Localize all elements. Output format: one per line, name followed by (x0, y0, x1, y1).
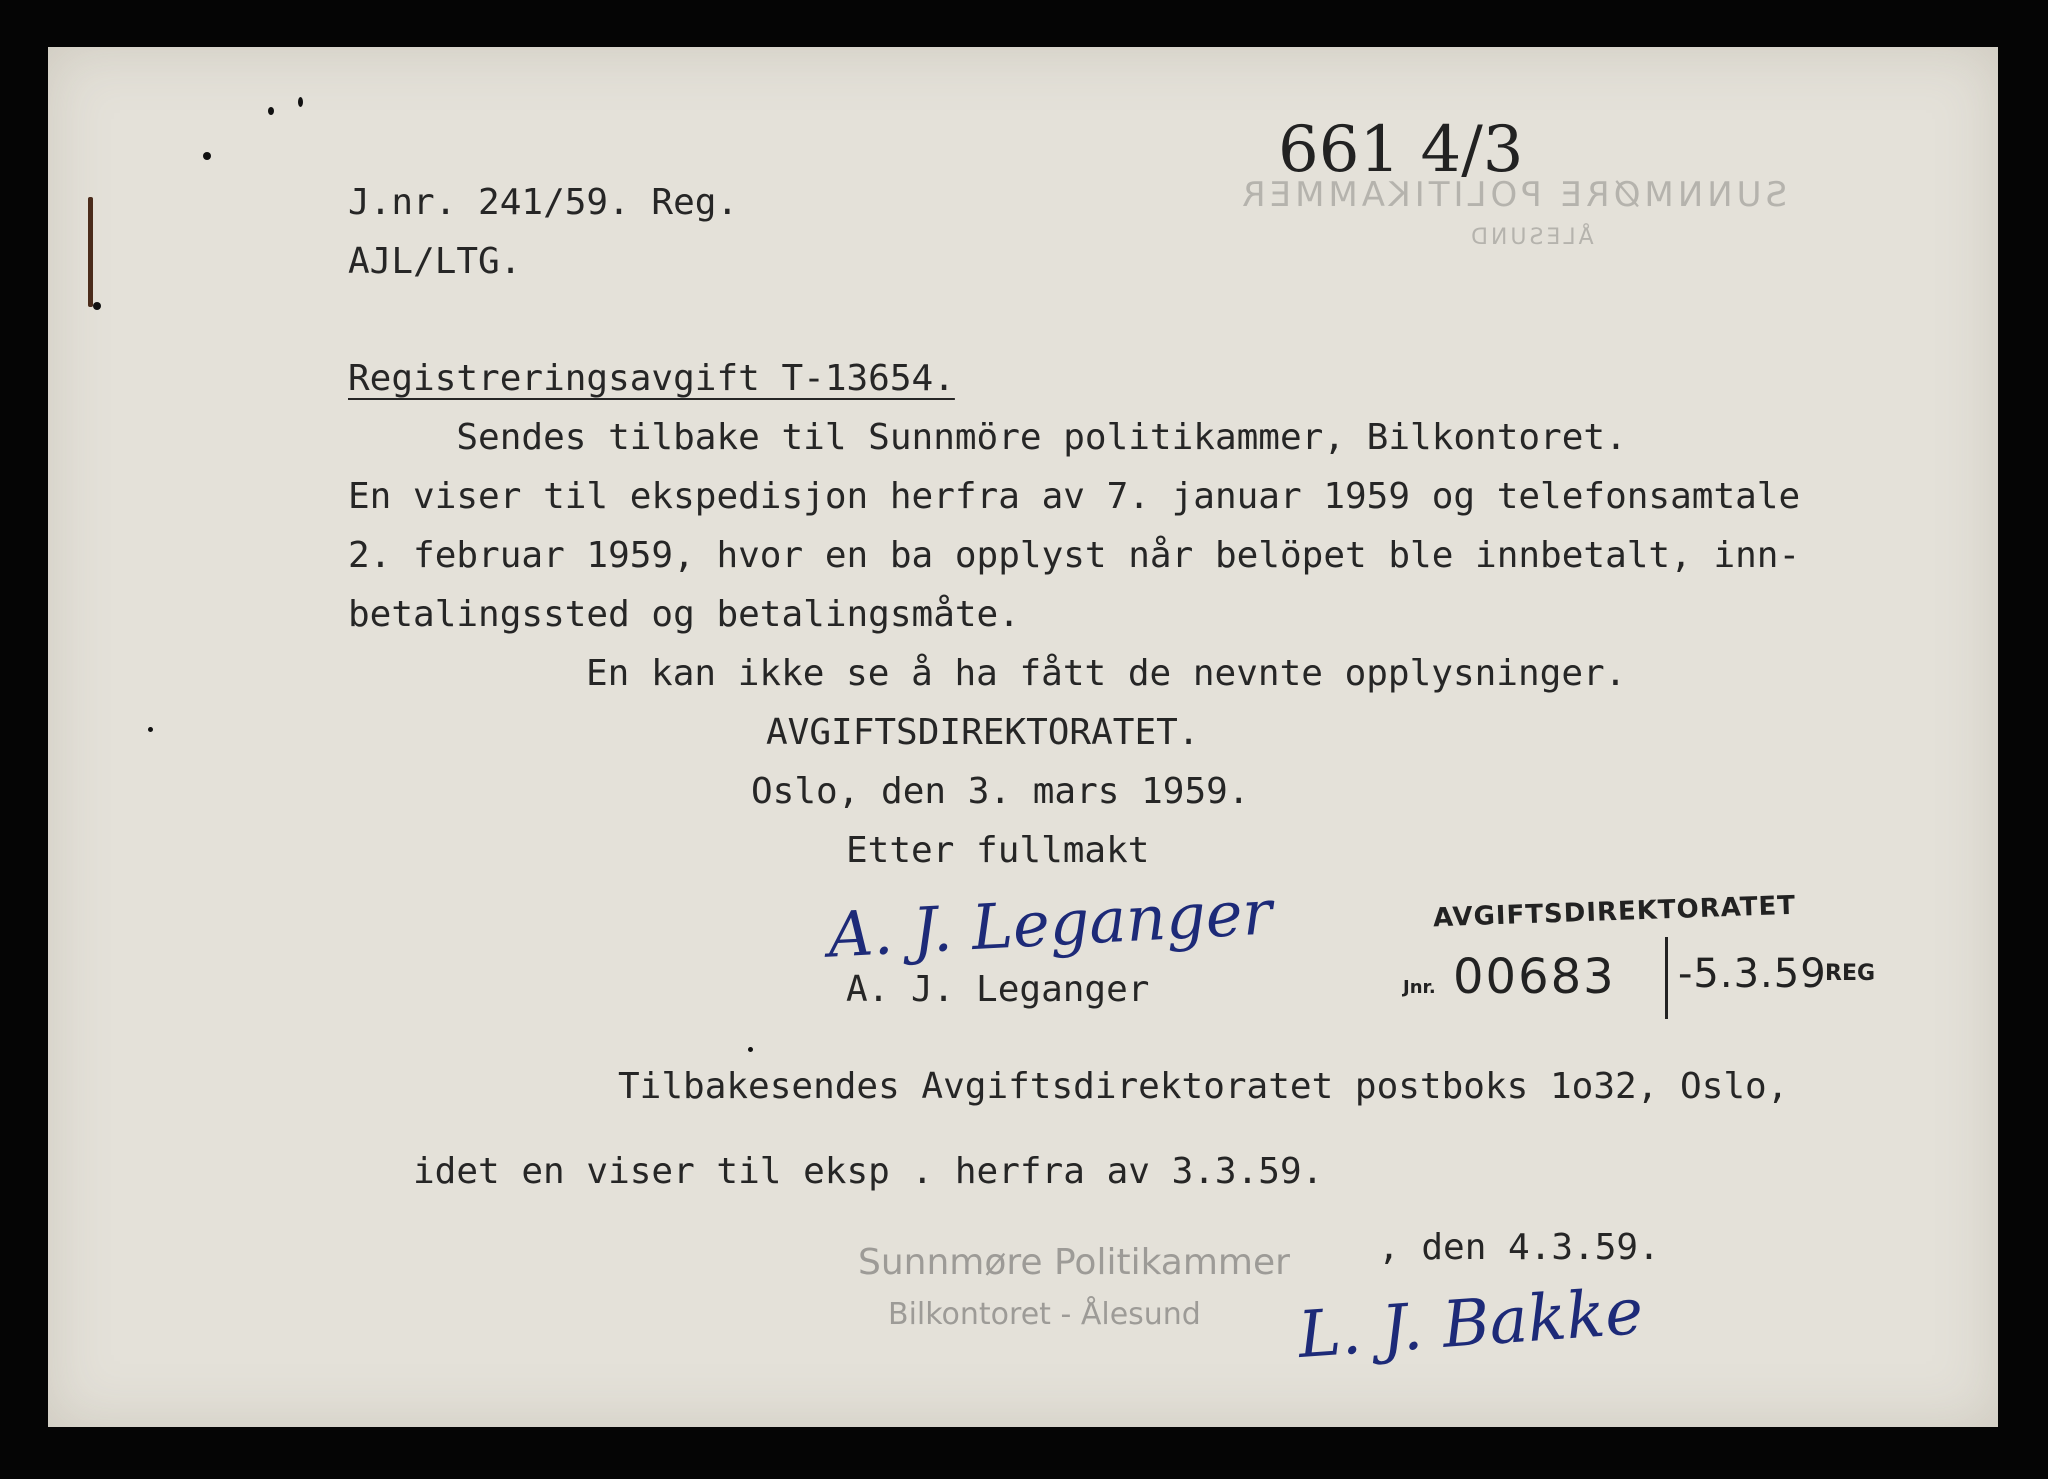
document-page (48, 47, 1998, 1427)
body-line-4: betalingssted og betalingsmåte. (348, 594, 1020, 635)
received-stamp (1373, 867, 1893, 1017)
closing-line: En kan ikke se å ha fått de nevnte opplysninger. (586, 653, 1627, 694)
stamp-date: -5.3.59 (1678, 951, 1827, 997)
police-stamp (858, 1232, 1298, 1352)
stamp-journal-number: 00683 (1453, 949, 1616, 1005)
reply-date: , den 4.3.59. (1378, 1227, 1660, 1268)
reference-number: J.nr. 241/59. Reg. (348, 182, 739, 223)
punch-hole-mark (88, 197, 93, 307)
stamp-agency: AVGIFTSDIREKTORATET (1432, 890, 1797, 934)
police-stamp-line-2: Bilkontoret - Ålesund (888, 1297, 1201, 1332)
bleed-through-letterhead: SUNNMØRE POLITIKAMMER (1238, 175, 1788, 215)
signer-name: A. J. Leganger (846, 969, 1150, 1010)
subject-heading: Registreringsavgift T-13654. (348, 358, 955, 399)
stamp-suffix: REG (1825, 961, 1876, 986)
ink-speck (93, 302, 101, 310)
return-line-1: Tilbakesendes Avgiftsdirektoratet postboks 1o32, Oslo, (618, 1066, 1789, 1107)
police-stamp-line-1: Sunnmøre Politikammer (858, 1242, 1290, 1283)
ink-speck (203, 152, 211, 160)
signature-bakke: L. J. Bakke (1295, 1275, 1646, 1373)
return-line-2: idet en viser til eksp . herfra av 3.3.59. (413, 1151, 1324, 1192)
ink-speck (748, 1047, 753, 1052)
ink-speck (268, 107, 274, 115)
signature-leganger: A. J. Leganger (826, 875, 1274, 972)
ink-speck (298, 97, 303, 107)
ink-speck (148, 727, 153, 732)
place-date: Oslo, den 3. mars 1959. (751, 771, 1250, 812)
stamp-divider (1665, 937, 1668, 1019)
archive-number: 661 4/3 (1278, 113, 1524, 187)
sender-agency: AVGIFTSDIREKTORATET. (766, 712, 1200, 753)
bleed-through-city: ÅLESUND (1468, 225, 1594, 250)
initials: AJL/LTG. (348, 241, 522, 282)
body-line-3: 2. februar 1959, hvor en ba opplyst når belöpet ble innbetalt, inn- (348, 535, 1801, 576)
body-line-2: En viser til ekspedisjon herfra av 7. januar 1959 og telefonsamtale (348, 476, 1801, 517)
authority-line: Etter fullmakt (846, 830, 1150, 871)
stamp-journal-label: Jnr. (1403, 977, 1436, 998)
body-line-1: Sendes tilbake til Sunnmöre politikammer, Bilkontoret. (348, 417, 1627, 458)
